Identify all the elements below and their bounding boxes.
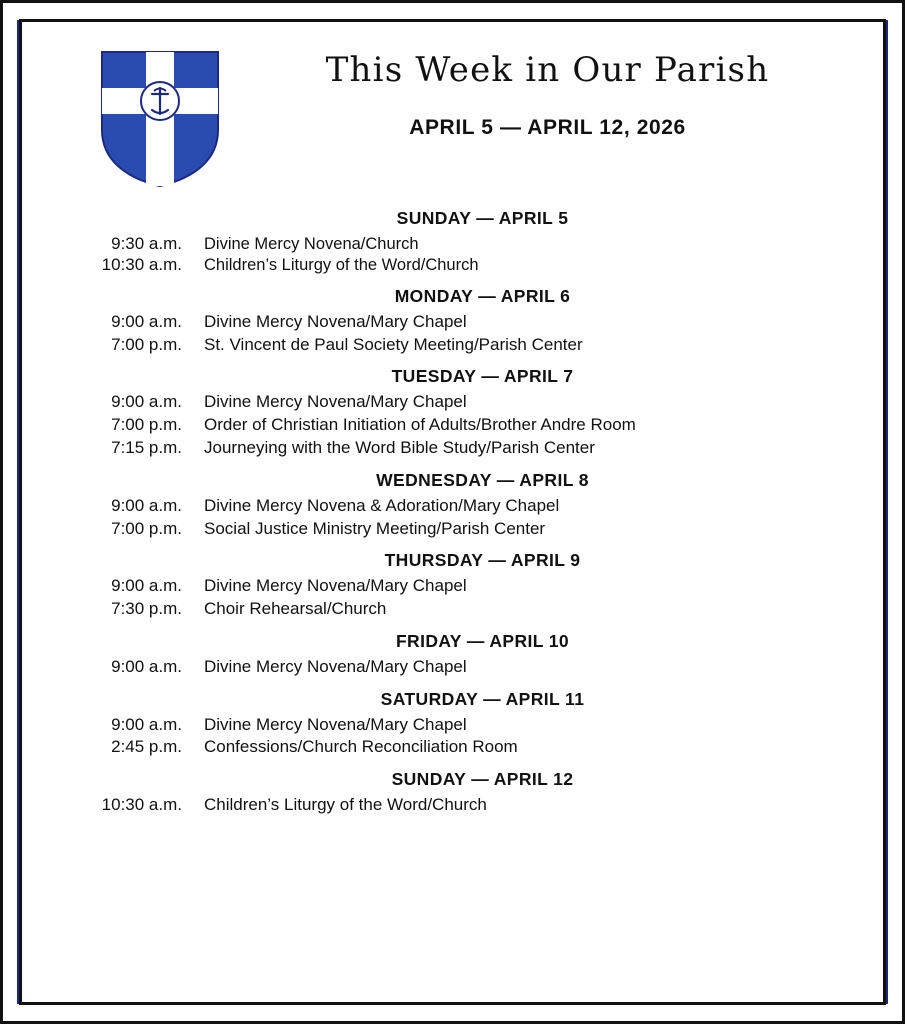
day-heading: MONDAY — APRIL 6 [394,285,571,306]
event-time: 7:15 p.m. [111,437,182,457]
event-time: 7:00 p.m. [111,518,182,538]
event-time: 7:30 p.m. [111,599,182,619]
event-row [44,254,861,275]
event-row [44,736,861,759]
page-title: This Week in Our Parish [325,50,770,90]
day-block [44,550,861,621]
day-block [44,470,861,541]
event-row [44,334,861,357]
event-description: Social Justice Ministry Meeting/Parish Center [204,518,546,538]
event-row [44,495,861,518]
event-time: 7:00 p.m. [111,334,182,354]
event-time: 9:00 a.m. [111,392,182,412]
day-heading: WEDNESDAY — APRIL 8 [376,469,589,490]
event-time: 9:00 a.m. [111,495,182,515]
event-description: Divine Mercy Novena/Church [204,235,419,253]
event-description: Children’s Liturgy of the Word/Church [204,795,487,815]
event-row [44,794,861,817]
weekly-schedule [44,208,861,817]
event-description: Divine Mercy Novena/Mary Chapel [204,714,467,734]
event-description: Divine Mercy Novena & Adoration/Mary Chapel [204,495,560,515]
event-time: 2:45 p.m. [111,737,182,757]
day-heading: SUNDAY — APRIL 5 [396,208,569,228]
event-description: Divine Mercy Novena/Mary Chapel [204,392,467,412]
day-block [44,208,861,276]
event-row [44,437,861,460]
event-row [44,656,861,679]
bulletin-header [44,32,861,202]
day-block [44,689,861,760]
bulletin-content [22,22,883,1002]
event-row [44,414,861,437]
event-row [44,311,861,334]
day-block [44,769,861,817]
day-heading: FRIDAY — APRIL 10 [395,630,570,651]
event-row [44,598,861,621]
event-row [44,714,861,737]
day-heading: THURSDAY — APRIL 9 [384,550,581,571]
day-heading: SATURDAY — APRIL 11 [380,688,585,709]
event-description: Children’s Liturgy of the Word/Church [204,256,479,275]
event-time: 7:00 p.m. [111,415,182,435]
day-block [44,631,861,679]
event-time: 9:30 a.m. [111,234,182,253]
event-description: Divine Mercy Novena/Mary Chapel [204,656,467,676]
event-description: Confessions/Church Reconciliation Room [204,737,518,757]
event-time: 9:00 a.m. [111,656,182,676]
event-description: Divine Mercy Novena/Mary Chapel [204,576,467,596]
event-time: 9:00 a.m. [111,714,182,734]
event-row [44,391,861,414]
event-description: Divine Mercy Novena/Mary Chapel [204,311,467,331]
event-time: 10:30 a.m. [101,255,182,275]
event-time: 10:30 a.m. [101,795,182,815]
inner-border-frame [19,19,886,1005]
event-row [44,518,861,541]
title-block [234,50,861,140]
date-range: APRIL 5 — APRIL 12, 2026 [409,116,686,139]
parish-shield-crest-icon [98,48,222,190]
event-description: Order of Christian Initiation of Adults/Brother Andre Room [204,415,636,435]
event-description: Choir Rehearsal/Church [204,599,387,619]
event-row [44,575,861,598]
event-description: Journeying with the Word Bible Study/Parish Center [204,437,595,457]
day-block [44,286,861,357]
event-time: 9:00 a.m. [111,576,182,596]
day-heading: TUESDAY — APRIL 7 [391,366,574,387]
event-description: St. Vincent de Paul Society Meeting/Parish Center [204,334,583,354]
day-heading: SUNDAY — APRIL 12 [391,769,574,790]
event-row [44,233,861,254]
event-time: 9:00 a.m. [111,311,182,331]
day-block [44,366,861,459]
